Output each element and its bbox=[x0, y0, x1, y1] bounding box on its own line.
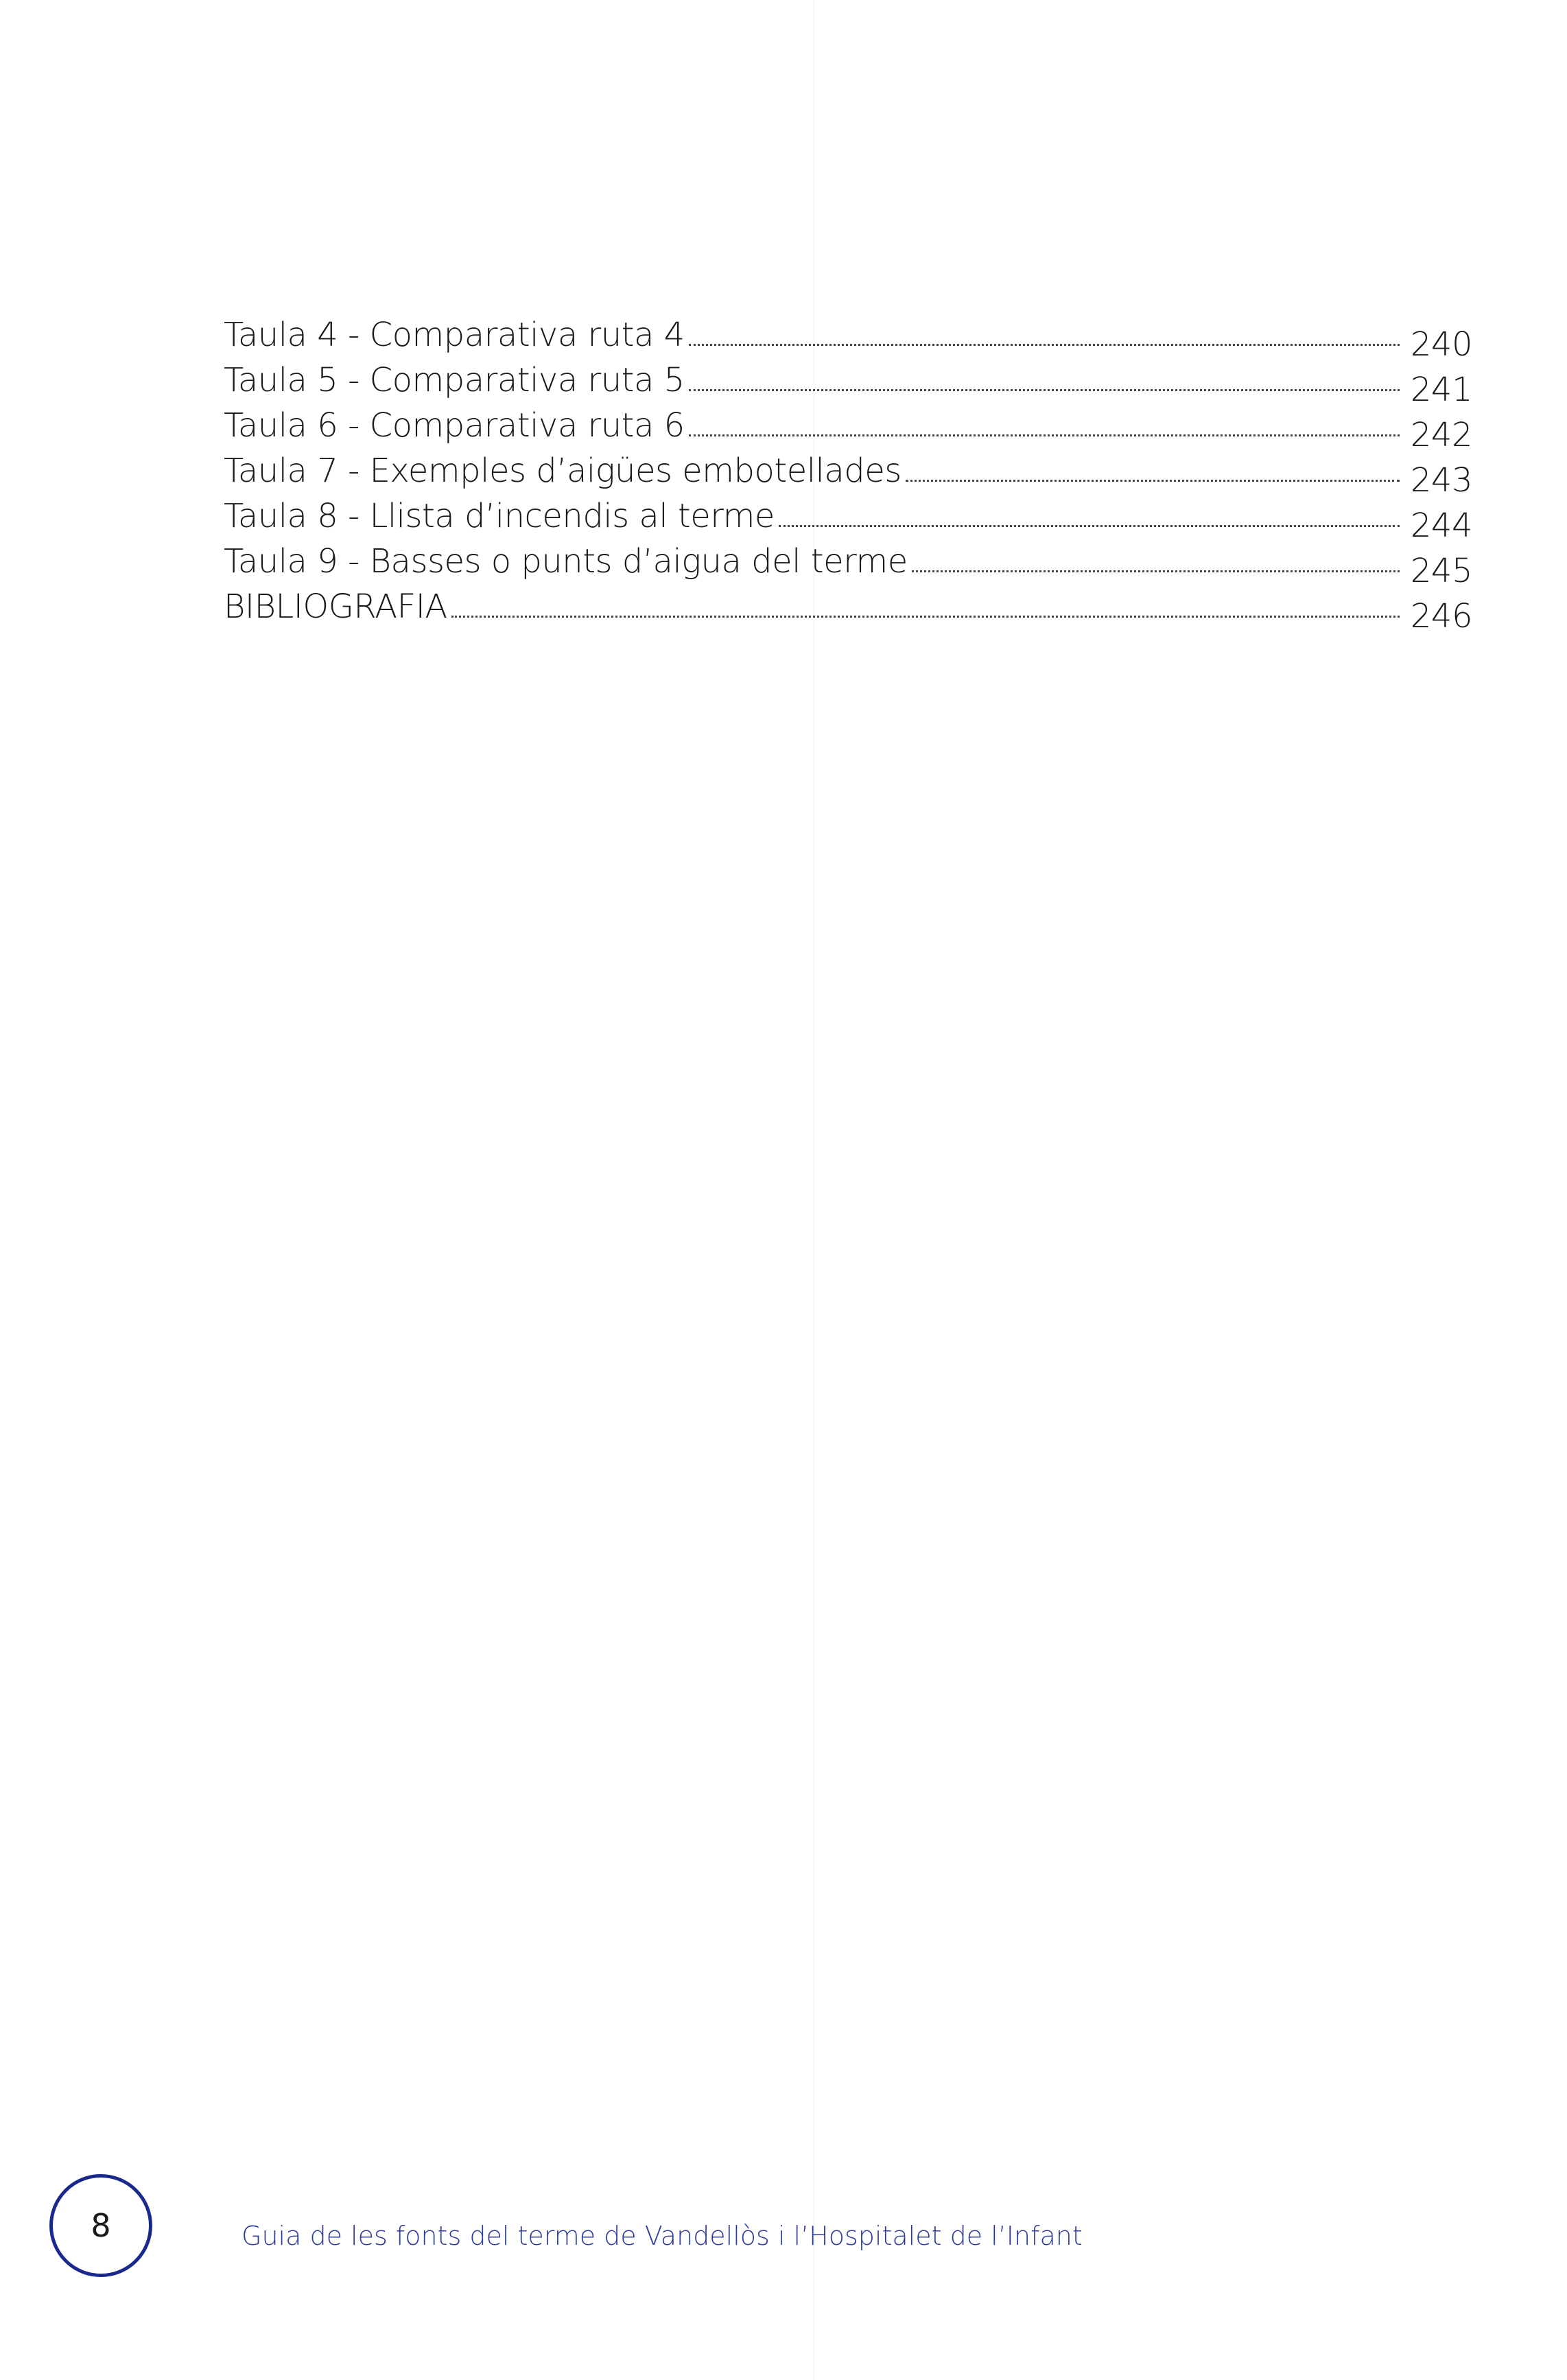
page-number: 8 bbox=[91, 2207, 111, 2244]
toc-entry-page: 243 bbox=[1410, 461, 1472, 500]
table-of-contents bbox=[224, 309, 1472, 635]
toc-entry[interactable] bbox=[224, 490, 1472, 545]
toc-entry-page: 245 bbox=[1410, 552, 1472, 590]
toc-entry[interactable] bbox=[224, 309, 1472, 364]
toc-entry-label: Taula 9 - Basses o punts d’aigua del terme bbox=[224, 542, 908, 581]
page-footer bbox=[49, 2174, 1083, 2277]
toc-dot-leader bbox=[451, 616, 1400, 618]
toc-entry[interactable] bbox=[224, 354, 1472, 409]
toc-entry-label: Taula 6 - Comparativa ruta 6 bbox=[224, 406, 685, 445]
toc-entry-label: Taula 7 - Exemples d’aigües embotellades bbox=[224, 452, 902, 490]
page-number-badge bbox=[49, 2174, 152, 2277]
toc-dot-leader bbox=[779, 525, 1400, 527]
toc-entry-page: 241 bbox=[1410, 371, 1472, 409]
toc-entry[interactable] bbox=[224, 535, 1472, 590]
toc-entry-label: Taula 8 - Llista d’incendis al terme bbox=[224, 497, 775, 535]
toc-entry-page: 242 bbox=[1410, 416, 1472, 454]
toc-entry-page: 246 bbox=[1410, 597, 1472, 635]
toc-dot-leader bbox=[689, 344, 1400, 346]
toc-entry-label: Taula 4 - Comparativa ruta 4 bbox=[224, 316, 685, 354]
toc-dot-leader bbox=[689, 434, 1400, 436]
toc-entry[interactable] bbox=[224, 581, 1472, 635]
toc-entry[interactable] bbox=[224, 399, 1472, 454]
toc-dot-leader bbox=[912, 570, 1400, 572]
toc-entry-label: BIBLIOGRAFIA bbox=[224, 587, 447, 626]
footer-title: Guia de les fonts del terme de Vandellòs i l’Hospitalet de l’Infant bbox=[241, 2221, 1083, 2251]
toc-entry-page: 240 bbox=[1410, 325, 1472, 364]
toc-dot-leader bbox=[689, 389, 1400, 391]
toc-entry-page: 244 bbox=[1410, 506, 1472, 545]
toc-entry[interactable] bbox=[224, 445, 1472, 500]
toc-dot-leader bbox=[906, 480, 1400, 482]
toc-entry-label: Taula 5 - Comparativa ruta 5 bbox=[224, 361, 685, 399]
